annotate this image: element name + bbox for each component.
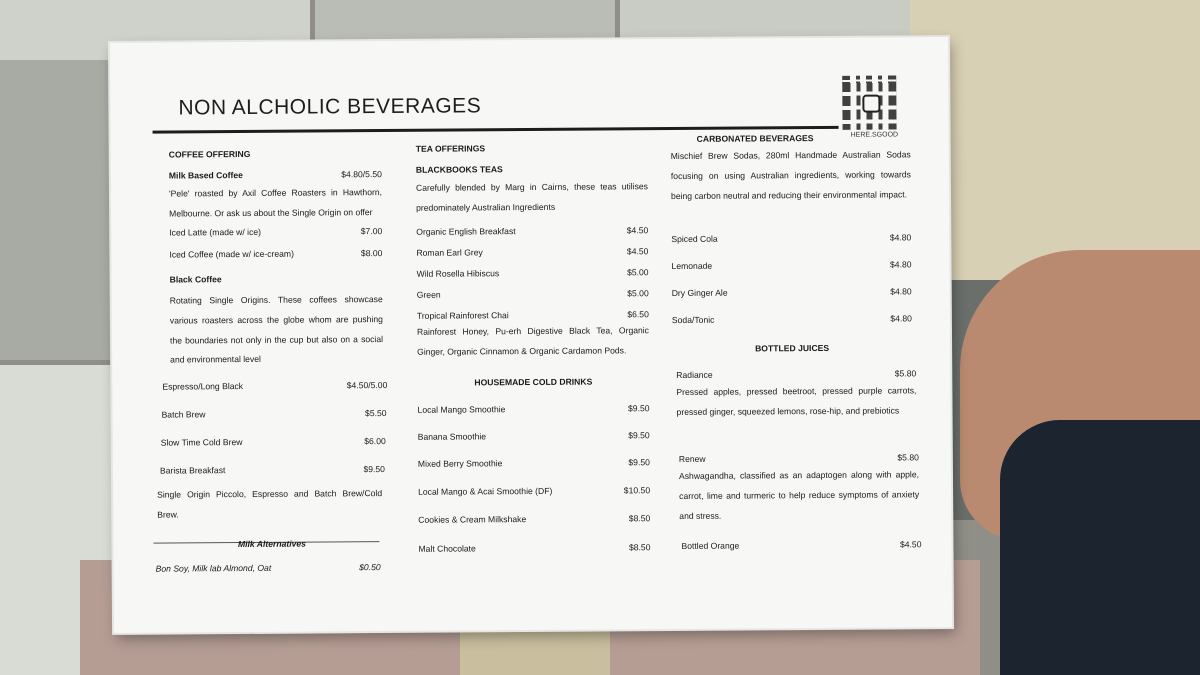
coffee-column <box>155 148 388 591</box>
tea-subheading: BLACKBOOKS TEAS <box>415 164 503 175</box>
menu-item: Radiance $5.80 <box>676 368 917 380</box>
menu-sheet <box>110 37 952 633</box>
menu-item: Local Mango Smoothie $9.50 <box>417 403 650 415</box>
barista-description: Single Origin Piccolo, Espresso and Batch Brew/Cold Brew. <box>157 488 383 520</box>
tea-description: Carefully blended by Marg in Cairns, these teas utilises predominately Australian Ingredients <box>415 181 648 213</box>
menu-item: Wild Rosella Hibiscus $5.00 <box>416 267 649 279</box>
milk-alt-heading: Milk Alternatives <box>237 538 306 550</box>
qr-caption: HERE.SGOOD <box>850 131 899 139</box>
menu-item: Tropical Rainforest Chai $6.50 <box>416 309 649 321</box>
menu-item: Cookies & Cream Milkshake $8.50 <box>418 513 651 525</box>
menu-item: Milk Based Coffee $4.80/5.50 <box>168 169 382 181</box>
menu-item: Renew $5.80 <box>678 452 919 464</box>
menu-item: Green $5.00 <box>416 288 649 300</box>
menu-item: Malt Chocolate $8.50 <box>418 542 651 554</box>
instagram-icon <box>862 95 880 113</box>
cold-heading: HOUSEMADE COLD DRINKS <box>474 376 593 388</box>
floor-area <box>910 0 1200 280</box>
title-rule <box>153 126 839 134</box>
shorts <box>1000 420 1200 675</box>
menu-item: Espresso/Long Black $4.50/5.00 <box>162 380 388 392</box>
soda-column <box>670 133 922 595</box>
carbonated-description: Mischief Brew Sodas, 280ml Handmade Australian Sodas focusing on using Australian ingredients, working towards being carbon neutral and reducing their environmental impact. <box>670 149 911 201</box>
menu-item: Iced Latte (made w/ ice) $7.00 <box>169 226 383 238</box>
chai-description: Rainforest Honey, Pu-erh Digestive Black Tea, Organic Ginger, Organic Cinnamon & Organic Cardamon Pods. <box>416 325 650 357</box>
carbonated-heading: CARBONATED BEVERAGES <box>696 133 814 144</box>
tea-column <box>416 143 651 595</box>
floor-tile <box>0 60 120 360</box>
tea-heading: TEA OFFERINGS <box>415 143 486 154</box>
menu-item: Barista Breakfast $9.50 <box>159 464 385 476</box>
menu-title: NON ALCHOLIC BEVERAGES <box>178 94 482 120</box>
menu-item: Mixed Berry Smoothie $9.50 <box>417 457 650 469</box>
menu-item: Batch Brew $5.50 <box>161 408 387 420</box>
menu-item: Bottled Orange $4.50 <box>681 539 922 551</box>
menu-item: Iced Coffee (made w/ ice-cream) $8.00 <box>169 248 383 260</box>
menu-item: Slow Time Cold Brew $6.00 <box>160 436 386 448</box>
menu-item: Organic English Breakfast $4.50 <box>416 225 649 237</box>
menu-item: Roman Earl Grey $4.50 <box>416 246 649 258</box>
juices-heading: BOTTLED JUICES <box>755 342 830 354</box>
renew-description: Ashwagandha, classified as an adaptogen along with apple, carrot, lime and turmeric to help reduce symptoms of anxiety and stress. <box>678 469 920 521</box>
floor-tile <box>315 0 615 40</box>
black-coffee-heading: Black Coffee <box>169 274 222 285</box>
menu-item: Spiced Cola $4.80 <box>671 232 912 245</box>
radiance-description: Pressed apples, pressed beetroot, pressed purple carrots, pressed ginger, squeezed lemons, rose-hip, and prebiotics <box>676 385 917 417</box>
black-description: Rotating Single Origins. These coffees showcase various roasters across the globe whom are pushing the boundaries not only in the cup but also on a social and environmental level <box>169 294 384 365</box>
coffee-heading: COFFEE OFFERING <box>168 148 251 160</box>
menu-item: Soda/Tonic $4.80 <box>671 313 912 326</box>
floor-tile <box>620 0 910 40</box>
menu-item: Lemonade $4.80 <box>671 259 912 272</box>
menu-item: Bon Soy, Milk lab Almond, Oat $0.50 <box>155 562 381 574</box>
menu-item: Banana Smoothie $9.50 <box>417 430 650 442</box>
menu-item: Dry Ginger Ale $4.80 <box>671 286 912 299</box>
menu-item: Local Mango & Acai Smoothie (DF) $10.50 <box>418 485 651 497</box>
milk-description: 'Pele' roasted by Axil Coffee Roasters in Hawthorn, Melbourne. Or ask us about the Single Origin on offer <box>168 187 383 219</box>
